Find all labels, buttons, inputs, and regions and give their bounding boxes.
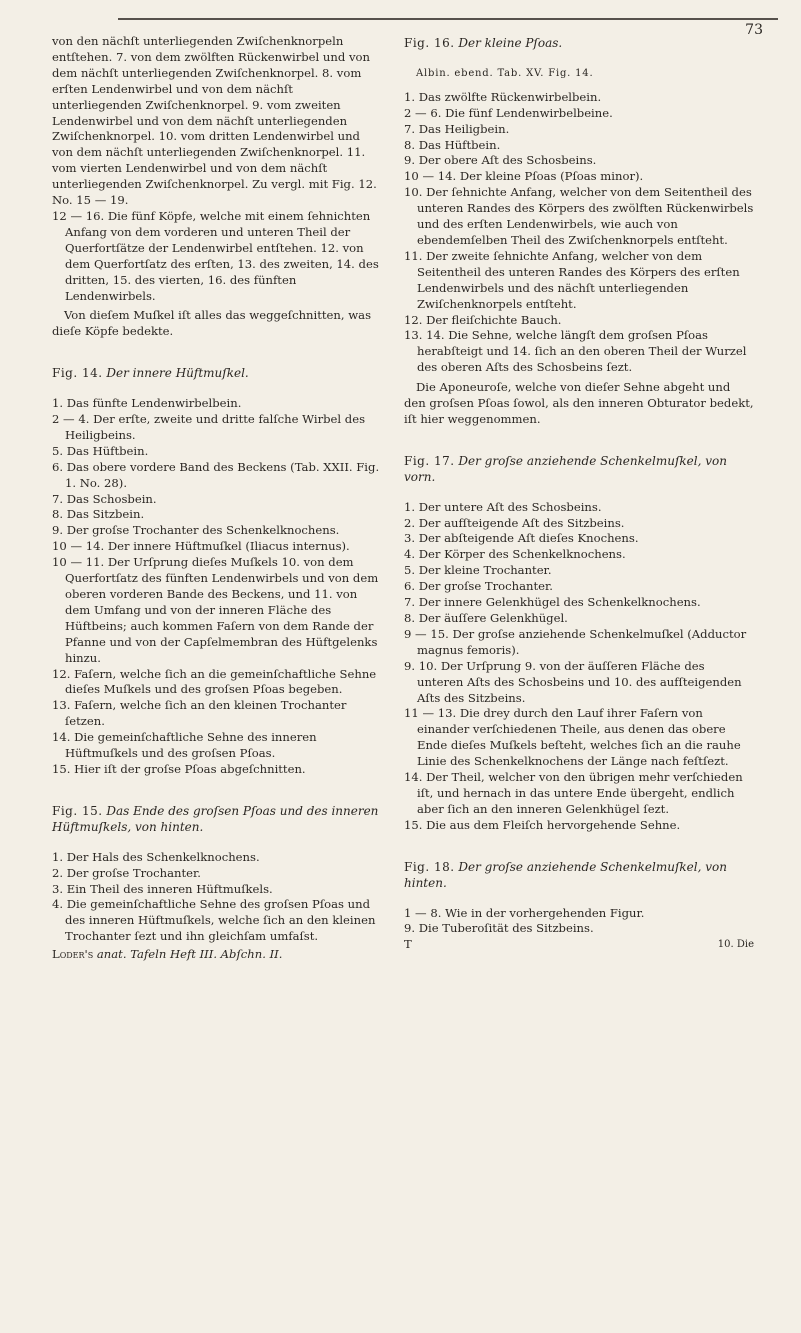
list-item: 8. Der äuſſere Gelenkhügel.	[404, 611, 568, 625]
list-item: 5. Der kleine Trochanter.	[404, 563, 552, 578]
list-item: 15. Hier iſt der groſse Pſoas abgeſchnitten.	[52, 761, 306, 776]
list-item: 2 — 4. Der erſte, zweite und dritte falſche Wirbel des Heiligbeins.	[52, 412, 366, 442]
paragraph: Die Aponeuroſe, welche von dieſer Sehne abgeht und den groſsen Pſoas ſowol, als den inneren Obturator bedekt, iſt hier weggenommen.	[404, 380, 754, 426]
list-item: 4. Der Körper des Schenkelknochens.	[404, 547, 626, 562]
list-item: 6. Das obere vordere Band des Beckens (Tab. XXII. Fig. 1. No. 28).	[52, 459, 380, 490]
list-item: 5. Das Hüftbein.	[52, 443, 149, 458]
figure-title: Der innere Hüftmuſkel.	[106, 366, 249, 381]
list-item: 1. Der Hals des Schenkelknochens.	[52, 849, 260, 864]
list-item: 12. Faſern, welche ſich an die gemeinſchaftliche Sehne dieſes Muſkels und des groſsen Pſoas begeben.	[52, 666, 377, 697]
list-item: 7. Das Heiligbein.	[404, 121, 510, 136]
right-column	[404, 34, 754, 953]
list-item: 1 — 8. Wie in der vorhergehenden Figur.	[404, 905, 645, 920]
list-item: 6. Der groſse Trochanter.	[404, 579, 553, 594]
list-item: 10 — 14. Der kleine Pſoas (Pſoas minor).	[404, 169, 644, 184]
list-item: 8. Das Sitzbein.	[52, 507, 145, 522]
list-item: 9 — 15. Der groſse anziehende Schenkelmuſkel (Adductor magnus femoris).	[404, 626, 747, 657]
footer-reference: anat. Tafeln Heft III. Abſchn. II.	[96, 947, 283, 962]
list-item: 10 — 14. Der innere Hüftmuſkel (Iliacus internus).	[52, 539, 350, 554]
signature-mark: T	[404, 937, 412, 952]
list-item: 10. Der ſehnichte Anfang, welcher von dem Seitentheil des unteren Randes des Körpers des zwölften Rückenwirbels und des erſten Lendenwirbels, wie auch von ebendemſelben Theil des Zwiſchenknorpels entſteht.	[404, 185, 754, 247]
figure-label: Fig. 15.	[52, 803, 103, 818]
list-item: 7. Das Schosbein.	[52, 491, 157, 506]
figure-title: Das Ende des groſsen Pſoas und des inneren Hüftmuſkels, von hinten.	[52, 803, 379, 834]
page-number: 73	[745, 22, 763, 38]
list-item: 9. Der obere Aſt des Schosbeins.	[404, 153, 597, 168]
list-item: 11. Der zweite ſehnichte Anfang, welcher von dem Seitentheil des unteren Randes des Körpers des erſten Lendenwirbels und des nächſt unterliegenden Zwiſchenknorpels entſteht.	[404, 248, 740, 311]
list-item: 9. Der groſse Trochanter des Schenkelknochens.	[52, 523, 340, 538]
list-item: 1. Das fünfte Lendenwirbelbein.	[52, 396, 242, 411]
continuation-text: von den nächſt unterliegenden Zwiſchenknorpeln entſtehen. 7. von dem zwölften Rückenwirbel und von dem nächſt unterliegenden Zwiſchenknorpel. 8. vom erſten Lendenwirbel und von dem nächſt unterliegenden Zwiſchenknorpel. 9. vom zweiten Lendenwirbel und von dem nächſt unterliegenden Zwiſchenknorpel. 10. vom dritten Lendenwirbel und von dem nächſt unterliegenden Zwiſchenknorpel. 11. vom vierten Lendenwirbel und von dem nächſt unterliegenden Zwiſchenknorpel. Zu vergl. mit Fig. 12. No. 15 — 19.	[52, 34, 377, 208]
list-item: 11 — 13. Die drey durch den Lauf ihrer Faſern von einander verſchiedenen Theile, aus denen das obere Ende dieſes Muſkels beſteht, welches ſich an die rauhe Linie des Schenkelknochens der Länge nach feſtſezt.	[404, 706, 741, 769]
list-item: 3. Der abſteigende Aſt dieſes Knochens.	[404, 531, 639, 546]
left-column	[52, 34, 384, 963]
list-item: 14. Die gemeinſchaftliche Sehne des inneren Hüftmuſkels und des groſsen Pſoas.	[52, 730, 317, 761]
figure-heading	[404, 454, 754, 486]
figure-label: Fig. 14.	[52, 366, 103, 381]
figure-heading	[52, 366, 384, 382]
figure-title: Der groſse anziehende Schenkelmuſkel, von vorn.	[404, 453, 727, 484]
list-item: 1. Der untere Aſt des Schosbeins.	[404, 499, 602, 514]
figure-label: Fig. 16.	[404, 36, 455, 50]
list-item: 13. Faſern, welche ſich an den kleinen Trochanter ſetzen.	[52, 698, 347, 729]
list-item: 2. Der aufſteigende Aſt des Sitzbeins.	[404, 515, 625, 530]
figure-label: Fig. 18.	[404, 859, 455, 874]
figure-title: Der groſse anziehende Schenkelmuſkel, von hinten.	[404, 859, 727, 890]
list-item: 2 — 6. Die fünf Lendenwirbelbeine.	[404, 105, 613, 120]
list-item: 14. Der Theil, welcher von den übrigen mehr verſchieden iſt, und hernach in das untere Ende übergeht, endlich aber ſich an den inneren Gelenkhügel ſezt.	[404, 770, 743, 816]
list-item: 13. 14. Die Sehne, welche längſt dem groſsen Pſoas herabſteigt und 14. ſich an den oberen Theil der Wurzel des oberen Aſts des Schosbeins ſezt.	[404, 328, 747, 375]
figure-title: Der kleine Pſoas.	[458, 36, 563, 50]
catchword: 10. Die	[717, 939, 754, 951]
paragraph: Von dieſem Muſkel iſt alles das weggeſchnitten, was dieſe Köpfe bedekte.	[52, 308, 372, 339]
footer-author: Loder's	[52, 947, 94, 962]
list-item: 12. Der fleiſchichte Bauch.	[404, 312, 562, 327]
list-item: 2. Der groſse Trochanter.	[52, 865, 201, 880]
list-item: 9. 10. Der Urſprung 9. von der äuſſeren Fläche des unteren Aſts des Schosbeins und 10. des aufſteigenden Aſts des Sitzbeins.	[404, 658, 742, 705]
list-item: 4. Die gemeinſchaftliche Sehne des groſsen Pſoas und des inneren Hüftmuſkels, welche ſich an den kleinen Trochanter ſezt und ihn gleichſam umfaſst.	[52, 897, 376, 944]
top-rule	[118, 18, 778, 20]
list-item: 12 — 16. Die fünf Köpfe, welche mit einem ſehnichten Anfang von dem vorderen und unteren Theil der Querfortſätze der Lendenwirbel entſtehen. 12. von dem Querfortſatz des erſten, 13. des zweiten, 14. des dritten, 15. des vierten, 16. des fünften Lendenwirbels.	[52, 208, 379, 303]
figure-heading	[404, 860, 754, 892]
list-item: 15. Die aus dem Fleiſch hervorgehende Sehne.	[404, 817, 681, 832]
figure-heading	[52, 804, 384, 836]
page-footer	[404, 937, 754, 953]
figure-heading	[404, 36, 754, 52]
list-item: 3. Ein Theil des inneren Hüftmuſkels.	[52, 881, 273, 896]
list-item: 1. Das zwölfte Rückenwirbelbein.	[404, 89, 602, 104]
list-item: 8. Das Hüftbein.	[404, 137, 501, 152]
figure-source: Albin. ebend. Tab. XV. Fig. 14.	[416, 67, 594, 79]
figure-label: Fig. 17.	[404, 453, 455, 468]
list-item: 9. Die Tuberoſität des Sitzbeins.	[404, 921, 594, 936]
list-item: 7. Der innere Gelenkhügel des Schenkelknochens.	[404, 595, 701, 610]
page-footer	[52, 947, 384, 963]
list-item: 10 — 11. Der Urſprung dieſes Muſkels 10. von dem Querfortſatz des fünften Lendenwirbels und von dem oberen vorderen Bande des Beckens, und 11. von dem Umfang und von der inneren Fläche des Hüftbeins; auch kommen Faſern von dem Rande der Pfanne und von der Capſelmembran des Hüftgelenks hinzu.	[52, 555, 379, 665]
